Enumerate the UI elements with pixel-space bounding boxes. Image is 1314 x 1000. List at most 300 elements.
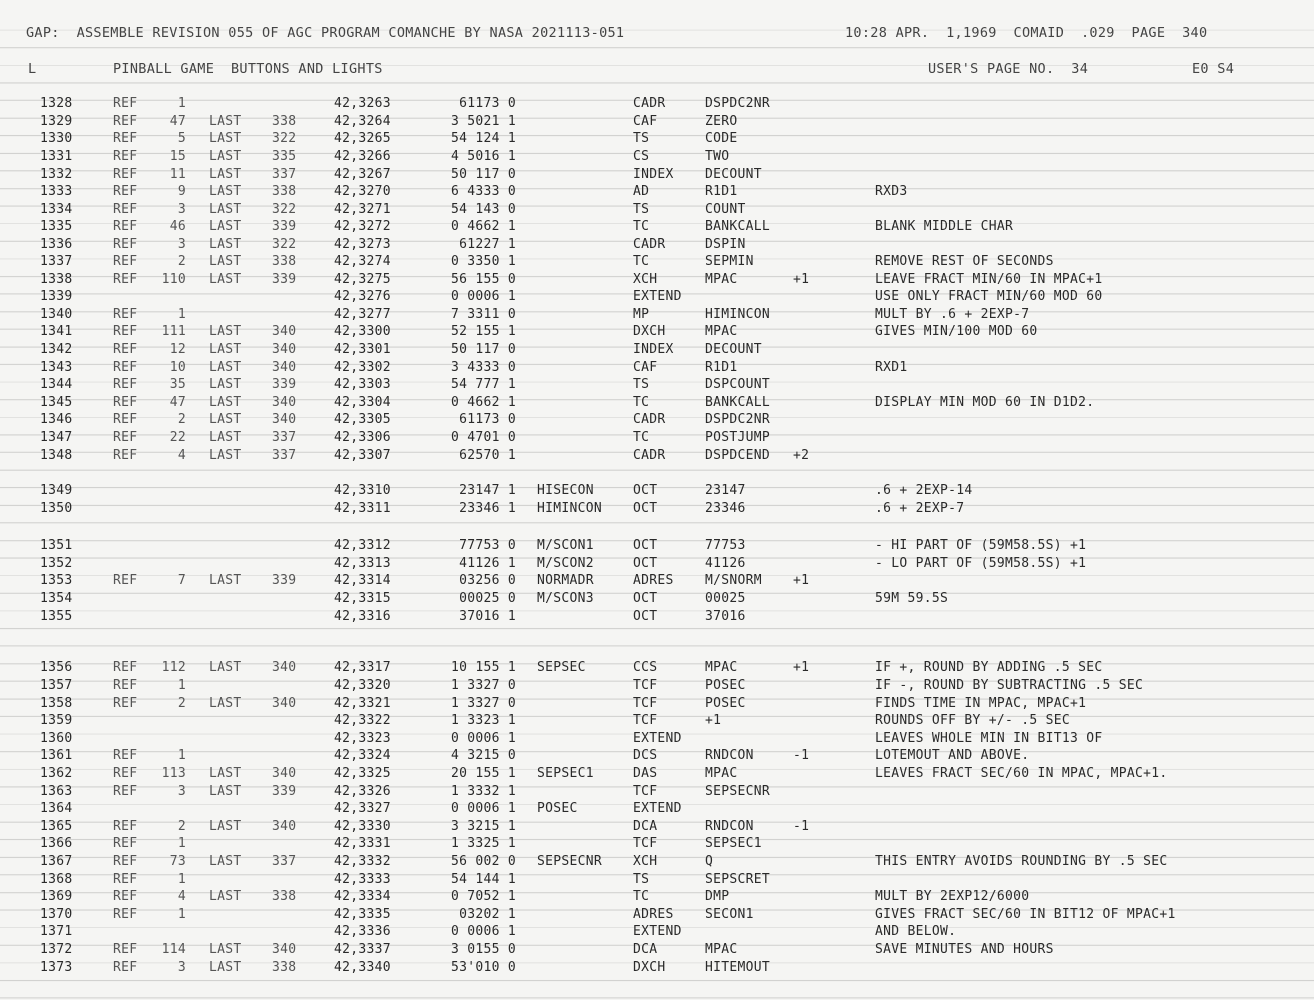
line-oct: 23346 1 (459, 501, 516, 516)
line-ref: REF (113, 960, 138, 975)
line-last: LAST (209, 784, 242, 799)
line-op: CAF (633, 114, 658, 129)
line-oct: 7 3311 0 (450, 307, 516, 322)
listing-line (0, 148, 1314, 166)
listing-line (0, 590, 1314, 608)
line-lastn: 322 (272, 202, 297, 217)
line-lastn: 340 (272, 696, 297, 711)
line-operand: SECON1 (705, 907, 754, 922)
line-addr: 42,3275 (334, 272, 391, 287)
listing-line (0, 800, 1314, 818)
line-op: XCH (633, 272, 658, 287)
line-oct: 52 155 1 (450, 324, 516, 339)
line-num: 1366 (40, 836, 73, 851)
line-addr: 42,3326 (334, 784, 391, 799)
line-comment: GIVES MIN/100 MOD 60 (875, 324, 1038, 339)
line-operand: 00025 (705, 591, 746, 606)
line-comment: IF +, ROUND BY ADDING .5 SEC (875, 660, 1103, 675)
line-addr: 42,3316 (334, 609, 391, 624)
line-ref: REF (113, 237, 138, 252)
line-addr: 42,3313 (334, 556, 391, 571)
line-operand: BANKCALL (705, 219, 771, 234)
line-oct: 54 777 1 (450, 377, 516, 392)
line-refn: 22 (169, 430, 186, 445)
line-num: 1354 (40, 591, 73, 606)
line-comment: - LO PART OF (59M58.5S) +1 (875, 556, 1087, 571)
listing-line (0, 166, 1314, 184)
line-comment: AND BELOW. (875, 924, 957, 939)
line-oct: 03202 1 (459, 907, 516, 922)
line-operand: CODE (705, 131, 738, 146)
line-num: 1369 (40, 889, 73, 904)
line-oct: 4 5016 1 (450, 149, 516, 164)
line-oct: 54 144 1 (450, 872, 516, 887)
line-num: 1339 (40, 289, 73, 304)
listing-line (0, 447, 1314, 465)
line-refn: 10 (169, 360, 186, 375)
line-oct: 0 0006 1 (450, 731, 516, 746)
line-num: 1345 (40, 395, 73, 410)
line-addr: 42,3311 (334, 501, 391, 516)
line-last: LAST (209, 766, 242, 781)
line-refn: 12 (169, 342, 186, 357)
line-last: LAST (209, 377, 242, 392)
listing-line (0, 288, 1314, 306)
line-last: LAST (209, 430, 242, 445)
line-lastn: 340 (272, 819, 297, 834)
line-oct: 0 3350 1 (450, 254, 516, 269)
line-refn: 112 (161, 660, 186, 675)
line-ref: REF (113, 766, 138, 781)
line-ref: REF (113, 872, 138, 887)
line-label: M/SCON3 (537, 591, 594, 606)
line-addr: 42,3336 (334, 924, 391, 939)
line-ref: REF (113, 907, 138, 922)
line-num: 1359 (40, 713, 73, 728)
line-operand: HITEMOUT (705, 960, 771, 975)
line-last: LAST (209, 167, 242, 182)
line-operand: DMP (705, 889, 730, 904)
eo-code: E0 S4 (1192, 61, 1235, 77)
listing-line (0, 183, 1314, 201)
line-addr: 42,3302 (334, 360, 391, 375)
line-addr: 42,3325 (334, 766, 391, 781)
line-label: SEPSECNR (537, 854, 603, 869)
line-op: OCT (633, 501, 658, 516)
line-refn: 1 (177, 872, 186, 887)
line-op: CADR (633, 448, 666, 463)
line-oct: 6 4333 0 (450, 184, 516, 199)
line-lastn: 338 (272, 114, 297, 129)
line-label: SEPSEC (537, 660, 586, 675)
line-last: LAST (209, 131, 242, 146)
line-oct: 61173 0 (459, 96, 516, 111)
line-addr: 42,3307 (334, 448, 391, 463)
line-last: LAST (209, 960, 242, 975)
line-operand: 77753 (705, 538, 746, 553)
listing-line (0, 130, 1314, 148)
line-oct: 0 0006 1 (450, 924, 516, 939)
line-num: 1349 (40, 483, 73, 498)
line-ref: REF (113, 430, 138, 445)
line-oct: 0 0006 1 (450, 801, 516, 816)
line-op: TS (633, 872, 650, 887)
line-op: CADR (633, 237, 666, 252)
line-comment: .6 + 2EXP-14 (875, 483, 973, 498)
line-num: 1355 (40, 609, 73, 624)
line-comment: THIS ENTRY AVOIDS ROUNDING BY .5 SEC (875, 854, 1168, 869)
listing-line (0, 218, 1314, 236)
line-op: EXTEND (633, 289, 682, 304)
listing-line (0, 95, 1314, 113)
line-ref: REF (113, 114, 138, 129)
line-lastn: 339 (272, 219, 297, 234)
line-comment: IF -, ROUND BY SUBTRACTING .5 SEC (875, 678, 1144, 693)
line-ref: REF (113, 272, 138, 287)
line-operand: ZERO (705, 114, 738, 129)
listing-line (0, 236, 1314, 254)
line-addr: 42,3265 (334, 131, 391, 146)
line-ref: REF (113, 377, 138, 392)
line-addr: 42,3317 (334, 660, 391, 675)
line-lastn: 340 (272, 766, 297, 781)
line-operand: Q (705, 854, 714, 869)
line-refn: 2 (177, 696, 186, 711)
line-addr: 42,3322 (334, 713, 391, 728)
section-line (0, 60, 1314, 78)
line-addr: 42,3304 (334, 395, 391, 410)
line-num: 1331 (40, 149, 73, 164)
line-operand: 37016 (705, 609, 746, 624)
line-lastn: 339 (272, 573, 297, 588)
line-lastn: 340 (272, 342, 297, 357)
line-addr: 42,3271 (334, 202, 391, 217)
header-title: GAP: ASSEMBLE REVISION 055 OF AGC PROGRAM COMANCHE BY NASA 2021113-051 (26, 25, 625, 41)
line-lastn: 339 (272, 377, 297, 392)
line-addr: 42,3300 (334, 324, 391, 339)
line-num: 1347 (40, 430, 73, 445)
listing-line (0, 555, 1314, 573)
line-operand: BANKCALL (705, 395, 771, 410)
line-refn: 9 (177, 184, 186, 199)
line-addr: 42,3314 (334, 573, 391, 588)
line-op: DAS (633, 766, 658, 781)
line-last: LAST (209, 448, 242, 463)
listing-line (0, 201, 1314, 219)
line-op: INDEX (633, 167, 674, 182)
line-op: TCF (633, 678, 658, 693)
line-lastn: 335 (272, 149, 297, 164)
line-ref: REF (113, 254, 138, 269)
line-ref: REF (113, 448, 138, 463)
line-num: 1348 (40, 448, 73, 463)
line-ref: REF (113, 942, 138, 957)
line-refn: 47 (169, 114, 186, 129)
line-ref: REF (113, 660, 138, 675)
line-comment: ROUNDS OFF BY +/- .5 SEC (875, 713, 1071, 728)
line-lastn: 337 (272, 167, 297, 182)
line-ref: REF (113, 573, 138, 588)
line-last: LAST (209, 237, 242, 252)
line-num: 1338 (40, 272, 73, 287)
line-operand: POSEC (705, 678, 746, 693)
listing-line (0, 923, 1314, 941)
line-operand: MPAC (705, 324, 738, 339)
line-op: TCF (633, 713, 658, 728)
line-ref: REF (113, 360, 138, 375)
line-operand: MPAC (705, 660, 738, 675)
line-last: LAST (209, 184, 242, 199)
line-num: 1357 (40, 678, 73, 693)
line-num: 1340 (40, 307, 73, 322)
line-op: CAF (633, 360, 658, 375)
line-label: HISECON (537, 483, 594, 498)
line-op: TCF (633, 836, 658, 851)
listing-line (0, 677, 1314, 695)
line-operand: SEPMIN (705, 254, 754, 269)
line-ref: REF (113, 131, 138, 146)
line-ref: REF (113, 678, 138, 693)
line-oct: 3 5021 1 (450, 114, 516, 129)
line-addr: 42,3323 (334, 731, 391, 746)
line-mod: +1 (793, 272, 810, 287)
line-oct: 56 002 0 (450, 854, 516, 869)
line-op: TC (633, 889, 650, 904)
line-addr: 42,3320 (334, 678, 391, 693)
listing-line (0, 783, 1314, 801)
line-refn: 1 (177, 748, 186, 763)
listing-line (0, 271, 1314, 289)
line-addr: 42,3267 (334, 167, 391, 182)
line-operand: COUNT (705, 202, 746, 217)
line-oct: 03256 0 (459, 573, 516, 588)
line-last: LAST (209, 202, 242, 217)
line-last: LAST (209, 696, 242, 711)
line-comment: LEAVE FRACT MIN/60 IN MPAC+1 (875, 272, 1103, 287)
line-oct: 10 155 1 (450, 660, 516, 675)
line-num: 1346 (40, 412, 73, 427)
users-page-number: USER'S PAGE NO. 34 (928, 61, 1089, 77)
line-label: HIMINCON (537, 501, 603, 516)
line-comment: RXD1 (875, 360, 908, 375)
line-num: 1373 (40, 960, 73, 975)
line-op: ADRES (633, 573, 674, 588)
line-last: LAST (209, 819, 242, 834)
line-oct: 54 124 1 (450, 131, 516, 146)
header-line (0, 24, 1314, 42)
line-oct: 1 3327 0 (450, 696, 516, 711)
line-num: 1370 (40, 907, 73, 922)
line-refn: 46 (169, 219, 186, 234)
line-refn: 4 (177, 889, 186, 904)
line-last: LAST (209, 660, 242, 675)
line-refn: 1 (177, 678, 186, 693)
line-ref: REF (113, 784, 138, 799)
line-addr: 42,3333 (334, 872, 391, 887)
listing-line (0, 659, 1314, 677)
line-oct: 1 3327 0 (450, 678, 516, 693)
line-refn: 3 (177, 960, 186, 975)
line-refn: 3 (177, 202, 186, 217)
line-refn: 111 (161, 324, 186, 339)
line-lastn: 340 (272, 412, 297, 427)
line-operand: POSTJUMP (705, 430, 771, 445)
line-last: LAST (209, 114, 242, 129)
line-ref: REF (113, 167, 138, 182)
line-refn: 35 (169, 377, 186, 392)
line-num: 1364 (40, 801, 73, 816)
line-op: TC (633, 430, 650, 445)
listing-line (0, 959, 1314, 977)
line-num: 1335 (40, 219, 73, 234)
line-op: TC (633, 254, 650, 269)
line-lastn: 338 (272, 254, 297, 269)
line-operand: SEPSECNR (705, 784, 771, 799)
line-op: INDEX (633, 342, 674, 357)
line-lastn: 322 (272, 131, 297, 146)
line-last: LAST (209, 149, 242, 164)
listing-line (0, 765, 1314, 783)
line-operand: +1 (705, 713, 722, 728)
listing-line (0, 253, 1314, 271)
line-last: LAST (209, 342, 242, 357)
line-op: TC (633, 219, 650, 234)
line-op: MP (633, 307, 650, 322)
line-num: 1329 (40, 114, 73, 129)
line-num: 1363 (40, 784, 73, 799)
line-addr: 42,3337 (334, 942, 391, 957)
listing-line (0, 712, 1314, 730)
line-addr: 42,3335 (334, 907, 391, 922)
line-refn: 1 (177, 96, 186, 111)
line-addr: 42,3303 (334, 377, 391, 392)
line-addr: 42,3332 (334, 854, 391, 869)
line-op: CADR (633, 96, 666, 111)
line-num: 1344 (40, 377, 73, 392)
line-oct: 3 3215 1 (450, 819, 516, 834)
line-mod: -1 (793, 748, 810, 763)
line-num: 1371 (40, 924, 73, 939)
line-operand: DSPDCEND (705, 448, 771, 463)
line-oct: 1 3323 1 (450, 713, 516, 728)
line-label: SEPSEC1 (537, 766, 594, 781)
listing-line (0, 941, 1314, 959)
line-addr: 42,3277 (334, 307, 391, 322)
line-ref: REF (113, 149, 138, 164)
line-num: 1328 (40, 96, 73, 111)
line-addr: 42,3310 (334, 483, 391, 498)
listing-line (0, 500, 1314, 518)
line-op: XCH (633, 854, 658, 869)
line-refn: 2 (177, 254, 186, 269)
line-op: EXTEND (633, 924, 682, 939)
line-refn: 4 (177, 448, 186, 463)
line-comment: 59M 59.5S (875, 591, 949, 606)
line-lastn: 340 (272, 360, 297, 375)
line-oct: 0 4701 0 (450, 430, 516, 445)
line-num: 1372 (40, 942, 73, 957)
listing-line (0, 113, 1314, 131)
line-num: 1350 (40, 501, 73, 516)
line-oct: 37016 1 (459, 609, 516, 624)
line-operand: 41126 (705, 556, 746, 571)
line-op: EXTEND (633, 801, 682, 816)
line-oct: 0 0006 1 (450, 289, 516, 304)
line-addr: 42,3273 (334, 237, 391, 252)
line-ref: REF (113, 342, 138, 357)
line-num: 1365 (40, 819, 73, 834)
line-operand: SEPSEC1 (705, 836, 762, 851)
line-num: 1333 (40, 184, 73, 199)
line-op: TCF (633, 784, 658, 799)
line-op: TS (633, 131, 650, 146)
line-comment: - HI PART OF (59M58.5S) +1 (875, 538, 1087, 553)
line-num: 1367 (40, 854, 73, 869)
line-operand: MPAC (705, 942, 738, 957)
line-operand: HIMINCON (705, 307, 771, 322)
line-lastn: 338 (272, 889, 297, 904)
line-refn: 15 (169, 149, 186, 164)
line-comment: MULT BY .6 + 2EXP-7 (875, 307, 1030, 322)
line-num: 1334 (40, 202, 73, 217)
listing-line (0, 306, 1314, 324)
line-oct: 1 3325 1 (450, 836, 516, 851)
line-operand: SEPSCRET (705, 872, 771, 887)
line-ref: REF (113, 219, 138, 234)
line-comment: REMOVE REST OF SECONDS (875, 254, 1054, 269)
line-lastn: 340 (272, 324, 297, 339)
line-operand: DSPDC2NR (705, 412, 771, 427)
line-num: 1337 (40, 254, 73, 269)
line-comment: .6 + 2EXP-7 (875, 501, 965, 516)
line-op: OCT (633, 556, 658, 571)
line-lastn: 340 (272, 660, 297, 675)
line-lastn: 322 (272, 237, 297, 252)
type-code: L (28, 61, 37, 77)
line-op: AD (633, 184, 650, 199)
line-addr: 42,3340 (334, 960, 391, 975)
line-addr: 42,3270 (334, 184, 391, 199)
line-num: 1368 (40, 872, 73, 887)
line-oct: 20 155 1 (450, 766, 516, 781)
line-lastn: 339 (272, 272, 297, 287)
line-addr: 42,3327 (334, 801, 391, 816)
line-lastn: 339 (272, 784, 297, 799)
listing-line (0, 429, 1314, 447)
line-ref: REF (113, 324, 138, 339)
line-operand: DECOUNT (705, 167, 762, 182)
line-last: LAST (209, 272, 242, 287)
line-op: DCS (633, 748, 658, 763)
line-oct: 41126 1 (459, 556, 516, 571)
listing-line (0, 871, 1314, 889)
line-mod: +2 (793, 448, 810, 463)
line-oct: 4 3215 0 (450, 748, 516, 763)
line-op: TC (633, 395, 650, 410)
line-num: 1343 (40, 360, 73, 375)
line-mod: +1 (793, 660, 810, 675)
line-refn: 47 (169, 395, 186, 410)
line-last: LAST (209, 254, 242, 269)
line-num: 1361 (40, 748, 73, 763)
line-refn: 2 (177, 819, 186, 834)
line-oct: 3 0155 0 (450, 942, 516, 957)
listing-line (0, 394, 1314, 412)
line-operand: 23346 (705, 501, 746, 516)
line-operand: DECOUNT (705, 342, 762, 357)
line-lastn: 337 (272, 854, 297, 869)
line-num: 1330 (40, 131, 73, 146)
